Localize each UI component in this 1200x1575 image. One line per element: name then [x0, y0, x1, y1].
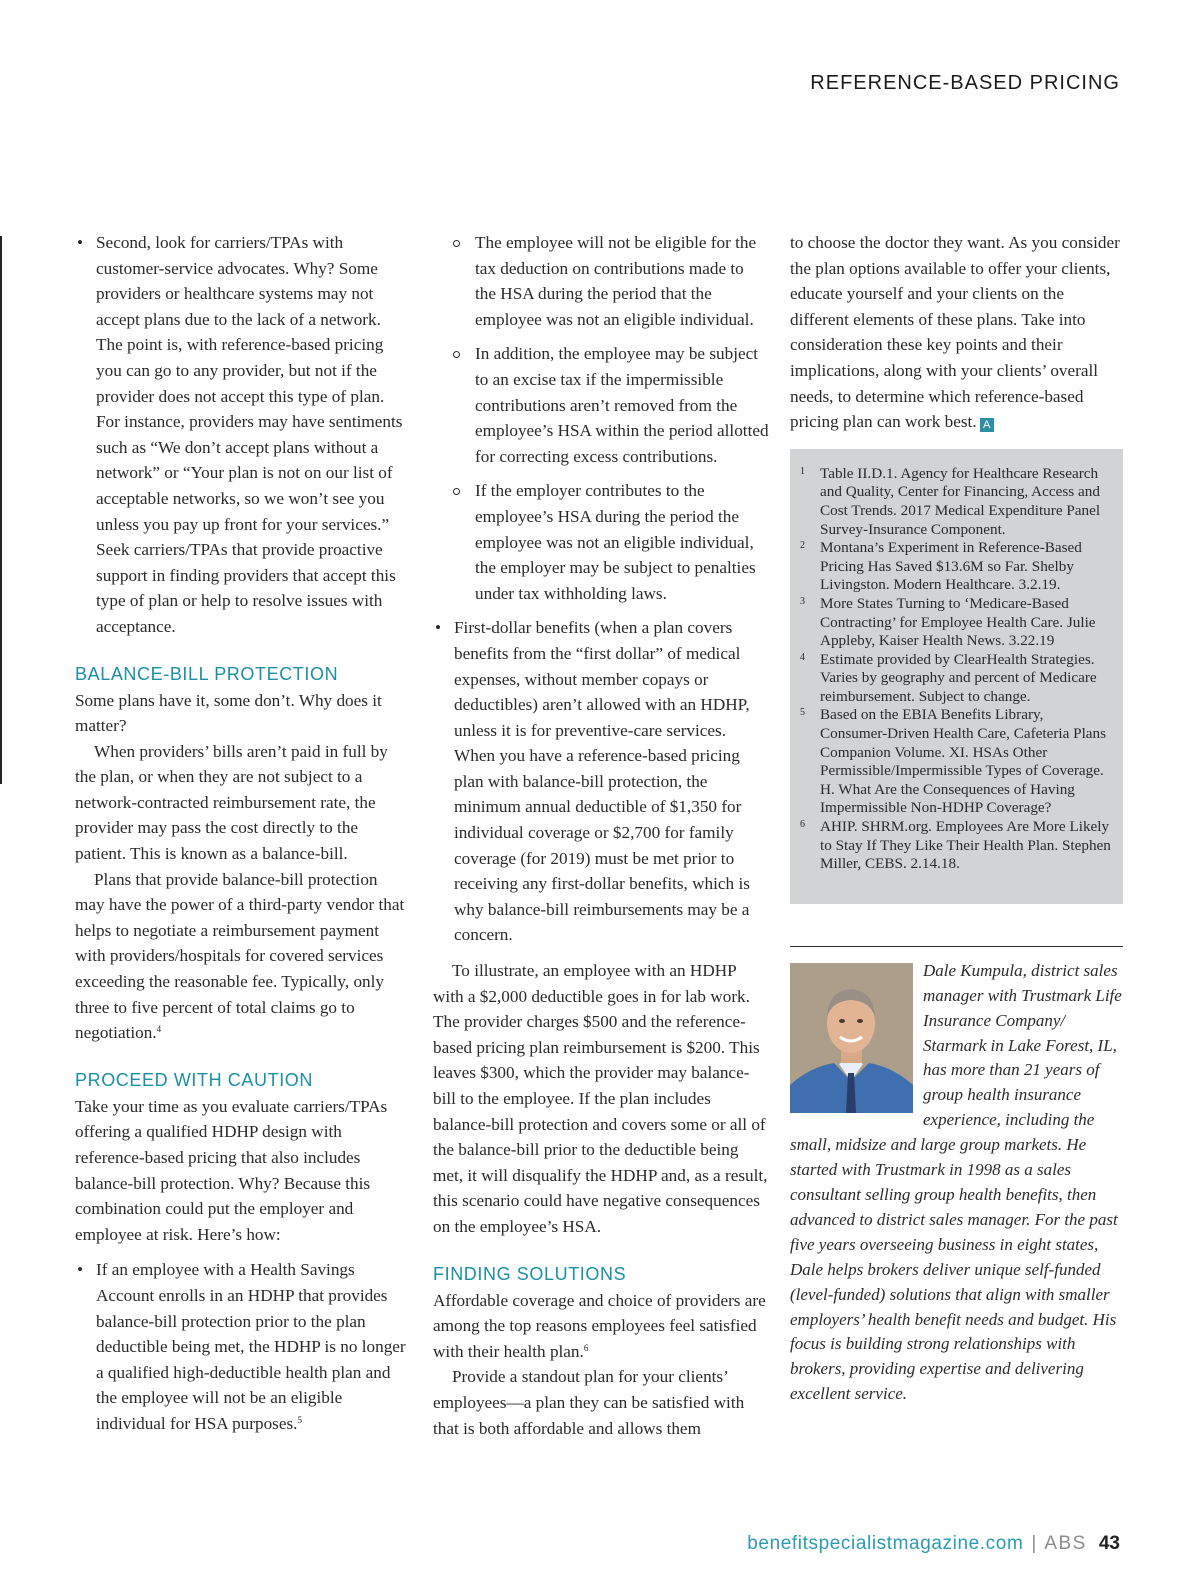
footnote: [798, 595, 1113, 651]
running-head: REFERENCE-BASED PRICING: [810, 72, 1120, 94]
footnote-ref: 4: [156, 1024, 162, 1035]
author-bio: [790, 959, 1123, 1407]
paragraph: To illustrate, an employee with an HDHP with a $2,000 deductible goes in for lab work. The provider charges $500 and the reference-based pricing plan reimbursement is $200. This leaves $300, which the provider may balance-bill to the employee. If the plan includes balance-bill protection and covers some or all of the balance-bill prior to the deductible being met, it will disqualify the HDHP and, as a result, this scenario could have negative consequences on the employee’s HSA.: [433, 961, 768, 1236]
footnote-number: 5: [800, 707, 805, 719]
paragraph-text: Affordable coverage and choice of providers are among the top reasons employees feel satisfied with their health plan.: [433, 1290, 766, 1361]
sub-bullet-item: If the employer contributes to the employee’s HSA during the period the employee was not an eligible individual, the employer may be subject to penalties under tax withholding laws.: [433, 478, 769, 606]
footnote-ref: 5: [297, 1414, 302, 1425]
footnote-number: 4: [800, 651, 805, 663]
paragraph-text: to choose the doctor they want. As you consider the plan options available to offer your clients, educate yourself and your clients on the different elements of these plans. Take into consideration these key points and their implications, along with your clients’ overall needs, to determine which reference-based pricing plan can work best.: [790, 233, 1120, 432]
paragraph: [75, 867, 411, 1046]
column-3: [790, 230, 1123, 1407]
footnote-number: 1: [800, 465, 805, 477]
footnote-number: 6: [800, 819, 805, 831]
footnote-number: 2: [800, 540, 805, 552]
paragraph: When providers’ bills aren’t paid in full by the plan, or when they are not subject to a network-contracted reimbursement rate, the provider may pass the cost directly to the patient. This is known as a balance-bill.: [75, 741, 388, 864]
bullet-list: [75, 1257, 411, 1436]
page-number: 43: [1098, 1533, 1120, 1554]
footnote: [798, 465, 1113, 539]
bullet-item-advocates: • Second, look for carriers/TPAs with customer-service advocates. Why? Some providers or healthcare systems may not accept plans due to the lack of a network. The point is, with reference-based pricing you can go to any provider, but not if the provider does not accept this type of plan. For instance, providers may have sentiments such as “We don’t accept plans without a network” or “Your plan is not on our list of acceptable networks, so we won’t see you unless you pay up front for your services.” Seek carriers/TPAs that provide proactive support in finding providers that accept this type of plan or help to resolve issues with acceptance.: [75, 230, 411, 640]
paragraph: [433, 1288, 769, 1365]
bullet-item-first-dollar: • First-dollar benefits (when a plan covers benefits from the “first dollar” of medical expenses, without member copays or deductibles) aren’t allowed with an HDHP, unless it is for preventive-care services. When you have a reference-based pricing plan with balance-bill protection, the minimum annual deductible of $1,350 for individual coverage or $2,700 for family coverage (for 2019) must be met prior to receiving any first-dollar benefits, which is why balance-bill reimbursements may be a concern.: [433, 615, 769, 948]
footnote: [798, 539, 1113, 595]
page-footer: [747, 1533, 1120, 1555]
footnote-text: Based on the EBIA Benefits Library, Consumer-Driven Health Care, Cafeteria Plans Companion Volume. XI. HSAs Other Permissible/Impermissible Types of Coverage. H. What Are the Consequences of Having Impermissible Non-HDHP Coverage?: [820, 706, 1107, 817]
footnote: [798, 818, 1113, 874]
sub-bullet-item: The employee will not be eligible for the tax deduction on contributions made to the HSA during the period that the employee was not an eligible individual.: [433, 230, 769, 332]
paragraph: Some plans have it, some don’t. Why does it matter?: [75, 690, 382, 736]
bullet-list: [75, 230, 411, 640]
end-mark-icon: A: [980, 418, 994, 432]
paragraph: Take your time as you evaluate carriers/TPAs offering a qualified HDHP design with reference-based pricing that also includes balance-bill protection. Why? Because this combination could put the employer and employee at risk. Here’s how:: [75, 1096, 388, 1244]
footnote-list: [798, 465, 1113, 874]
margin-rule: [0, 236, 2, 784]
footnote-text: Table II.D.1. Agency for Healthcare Research and Quality, Center for Financing, Access and Cost Trends. 2017 Medical Expenditure Panel Survey-Insurance Component.: [820, 464, 1101, 538]
heading-solutions: FINDING SOLUTIONS: [433, 1263, 627, 1284]
author-photo: [790, 963, 913, 1113]
footnote-text: AHIP. SHRM.org. Employees Are More Likely to Stay If They Like Their Health Plan. Stephen Miller, CEBS. 2.14.18.: [820, 818, 1111, 873]
footnotes-box: [790, 449, 1123, 904]
sub-bullet-item: In addition, the employee may be subject to an excise tax if the impermissible contributions aren’t removed from the employee’s HSA within the period allotted for correcting excess contributions.: [433, 341, 769, 469]
footnote-number: 3: [800, 595, 805, 607]
bio-text: Dale Kumpula, district sales manager with Trustmark Life Insurance Company/ Starmark in Lake Forest, IL, has more than 21 years of group health insurance experience, including the small, midsize and large group markets. He started with Trustmark in 1998 as a sales consultant selling group health benefits, then advanced to district sales manager. For the past five years overseeing business in eight states, Dale helps brokers deliver unique self-funded (level-funded) solutions that align with smaller employers’ health benefit needs and budget. His focus is building strong relationships with brokers, providing expertise and delivering excellent service.: [790, 960, 1122, 1404]
bullet-text: If an employee with a Health Savings Account enrolls in an HDHP that provides balance-bill protection prior to the plan deductible being met, the HDHP is no longer a qualified high-deductible health plan and the employee will not be an eligible individual for HSA purposes.: [96, 1260, 406, 1433]
sub-bullet-list: [433, 230, 769, 606]
heading-balance-bill: BALANCE-BILL PROTECTION: [75, 663, 339, 684]
heading-caution: PROCEED WITH CAUTION: [75, 1069, 314, 1090]
column-1: [75, 230, 411, 1447]
footer-magazine: ABS: [1044, 1533, 1087, 1554]
column-2: [433, 230, 769, 1441]
footnote-text: More States Turning to ‘Medicare-Based Contracting’ for Employee Health Care. Julie Appleby, Kaiser Health News. 3.22.19: [820, 594, 1096, 650]
paragraph: [790, 230, 1123, 435]
paragraph: Provide a standout plan for your clients’ employees—a plan they can be satisfied with that is both affordable and allows them: [433, 1367, 745, 1438]
footnote: [798, 651, 1113, 707]
footer-separator: |: [1031, 1533, 1037, 1554]
footnote: [798, 706, 1113, 818]
paragraph-text: Plans that provide balance-bill protection may have the power of a third-party vendor that helps to negotiate a reimbursement payment with providers/hospitals for covered services exceeding the reasonable fee. Typically, only three to five percent of total claims go to negotiation.: [75, 869, 405, 1043]
bio-divider: [790, 946, 1123, 947]
footnote-text: Estimate provided by ClearHealth Strategies. Varies by geography and percent of Medicare reimbursement. Subject to change.: [820, 650, 1097, 705]
footnote-text: Montana’s Experiment in Reference-Based Pricing Has Saved $13.6M so Far. Shelby Livingston. Modern Healthcare. 3.2.19.: [820, 539, 1082, 594]
bullet-list: [433, 615, 769, 948]
footnote-ref: 6: [583, 1342, 589, 1353]
footer-website: benefitspecialistmagazine.com: [747, 1533, 1024, 1554]
bullet-item-hsa: [75, 1257, 411, 1436]
